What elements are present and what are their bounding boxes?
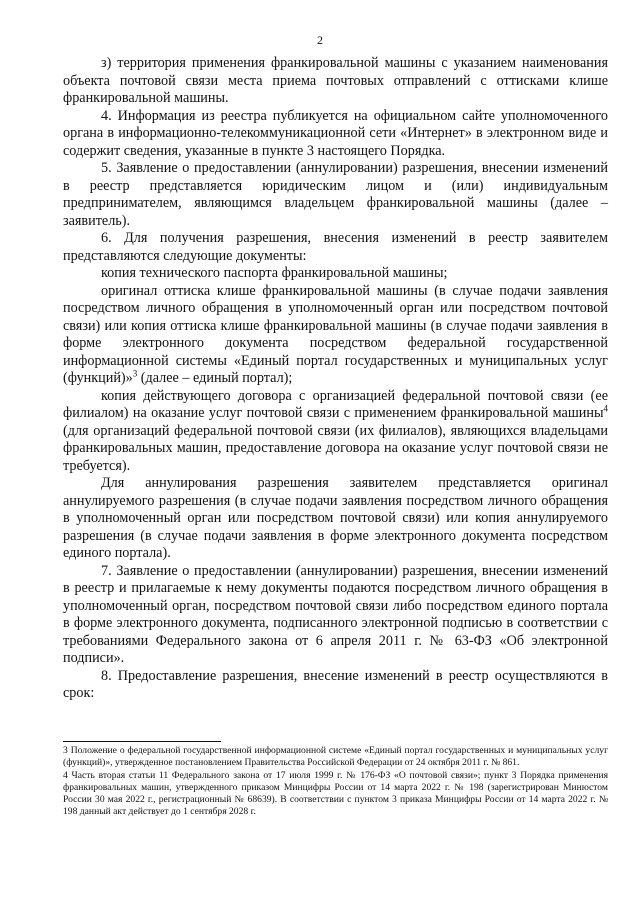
paragraph-7: 7. Заявление о предоставлении (аннулировании) разрешения, внесении изменений в реестр и прилагаемые к нему документы подаются посредством личного обращения в уполномоченный орган, посредством почтовой связи либо посредством единого портала в форме электронного документа, подписанного электронной подписью в соответствии с требованиями Федерального закона от 6 апреля 2011 г. № 63-ФЗ «Об электронной подписи». (63, 562, 608, 666)
paragraph-6: 6. Для получения разрешения, внесения изменений в реестр заявителем представляются следующие документы: (63, 230, 608, 264)
footnote-3: 3 Положение о федеральной государственной информационной системе «Единый портал государственных и муниципальных услуг (функций)», утвержденное постановлением Правительства Российской Федерации от 24 октября 2011 г. № 861. (63, 745, 608, 769)
paragraph-6-doc-clishe-text: оригинал оттиска клише франкировальной машины (в случае подачи заявления посредством личного обращения в уполномоченный орган или посредством почтовой связи) или копия оттиска клише франкировальной машины (в случае подачи заявления в форме электронного документа посредством федеральной государственной информационной системы «Единый портал государственных и муниципальных услуг (функций)» (63, 282, 608, 386)
paragraph-6-doc-contract-tail: (для организаций федеральной почтовой связи (их филиалов), являющихся владельцами франкировальных машин, предоставление договора на оказание услуг почтовой связи не требуется). (63, 422, 608, 474)
paragraph-5: 5. Заявление о предоставлении (аннулировании) разрешения, внесении изменений в реестр представляется юридическим лицом и (или) индивидуальным предпринимателем, являющимся владельцем франкировальной машины (далее – заявитель). (63, 160, 608, 229)
document-body (63, 55, 608, 703)
paragraph-6-doc-contract (63, 388, 608, 476)
footnote-4: 4 Часть вторая статьи 11 Федерального закона от 17 июля 1999 г. № 176-ФЗ «О почтовой связи»; пункт 3 Порядка применения франкировальных машин, утвержденного приказом Минцифры России от 14 марта 2022 г. № 198 (зарегистрирован Минюстом России 30 мая 2022 г., регистрационный № 68639). В соответствии с пунктом 3 приказа Минцифры России от 14 марта 2022 г. № 198 данный акт действует до 1 сентября 2028 г. (63, 769, 608, 818)
paragraph-annulment: Для аннулирования разрешения заявителем представляется оригинал аннулируемого разрешения (в случае подачи заявления посредством личного обращения в уполномоченный орган или посредством почтовой связи) или копия аннулируемого разрешения (в случае подачи заявления в форме электронного документа посредством единого портала). (63, 475, 608, 561)
paragraph-6-doc-passport: копия технического паспорта франкировальной машины; (101, 265, 448, 281)
paragraph-6-doc-clishe-tail: (далее – единый портал); (137, 370, 293, 386)
paragraph-6-doc-clishe (63, 283, 608, 388)
paragraph-8: 8. Предоставление разрешения, внесение изменений в реестр осуществляются в срок: (63, 667, 608, 701)
paragraph-4: 4. Информация из реестра публикуется на официальном сайте уполномоченного органа в информационно-телекоммуникационной сети «Интернет» в электронном виде и содержит сведения, указанные в пункте 3 настоящего Порядка. (63, 107, 608, 159)
footnote-ref-4: 4 (603, 403, 608, 414)
footnote-ref-3: 3 (132, 368, 138, 379)
paragraph-item-z: з) территория применения франкировальной машины с указанием наименования объекта почтовой связи места приема почтовых отправлений с оттисками клише франкировальной машины. (63, 55, 608, 106)
page-number: 2 (317, 33, 323, 47)
paragraph-6-doc-contract-text: копия действующего договора с организацией федеральной почтовой связи (ее филиалом) на оказание услуг почтовой связи с применением франкировальной машины (63, 387, 608, 421)
footnote-divider (63, 741, 221, 742)
footnotes (63, 745, 608, 819)
